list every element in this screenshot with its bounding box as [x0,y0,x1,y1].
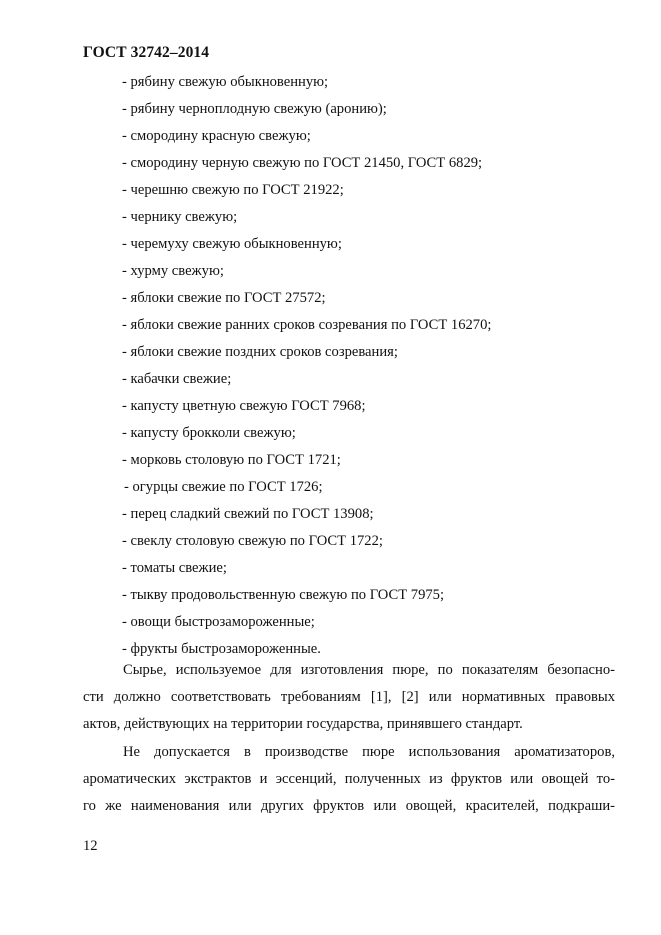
list-item: - морковь столовую по ГОСТ 1721; [122,452,341,468]
list-item: - хурму свежую; [122,263,224,279]
list-item: - капусту цветную свежую ГОСТ 7968; [122,398,366,414]
list-item: - тыкву продовольственную свежую по ГОСТ 7975; [122,587,445,603]
list-item: - яблоки свежие по ГОСТ 27572; [122,290,326,306]
paragraph-line: ароматических экстрактов и эссенций, полученных из фруктов или овощей то- [83,771,615,787]
page-header-doc-id: ГОСТ 32742–2014 [83,44,210,61]
list-item: - фрукты быстрозамороженные. [122,641,321,657]
list-item: - рябину черноплодную свежую (аронию); [122,101,387,117]
paragraph-line: Сырье, используемое для изготовления пюре, по показателям безопасно- [123,662,615,678]
list-item: - перец сладкий свежий по ГОСТ 13908; [122,506,374,522]
list-item: - кабачки свежие; [122,371,232,387]
page-number: 12 [83,838,98,854]
list-item: - томаты свежие; [122,560,227,576]
list-item: - огурцы свежие по ГОСТ 1726; [124,479,323,495]
paragraph-line: сти должно соответствовать требованиям [1], [2] или нормативных правовых [83,689,615,705]
list-item: - черешню свежую по ГОСТ 21922; [122,182,344,198]
list-item: - черемуху свежую обыкновенную; [122,236,342,252]
list-item: - рябину свежую обыкновенную; [122,74,329,90]
list-item: - чернику свежую; [122,209,238,225]
list-item: - капусту брокколи свежую; [122,425,296,441]
list-item: - овощи быстрозамороженные; [122,614,315,630]
list-item: - яблоки свежие ранних сроков созревания по ГОСТ 16270; [122,317,492,333]
list-item: - смородину черную свежую по ГОСТ 21450, ГОСТ 6829; [122,155,483,171]
paragraph-line: Не допускается в производстве пюре использования ароматизаторов, [123,744,615,760]
list-item: - свеклу столовую свежую по ГОСТ 1722; [122,533,383,549]
paragraph-line: актов, действующих на территории государства, принявшего стандарт. [83,716,523,732]
list-item: - смородину красную свежую; [122,128,311,144]
list-item: - яблоки свежие поздних сроков созревания; [122,344,398,360]
paragraph-line: го же наименования или других фруктов или овощей, красителей, подкраши- [83,798,615,814]
